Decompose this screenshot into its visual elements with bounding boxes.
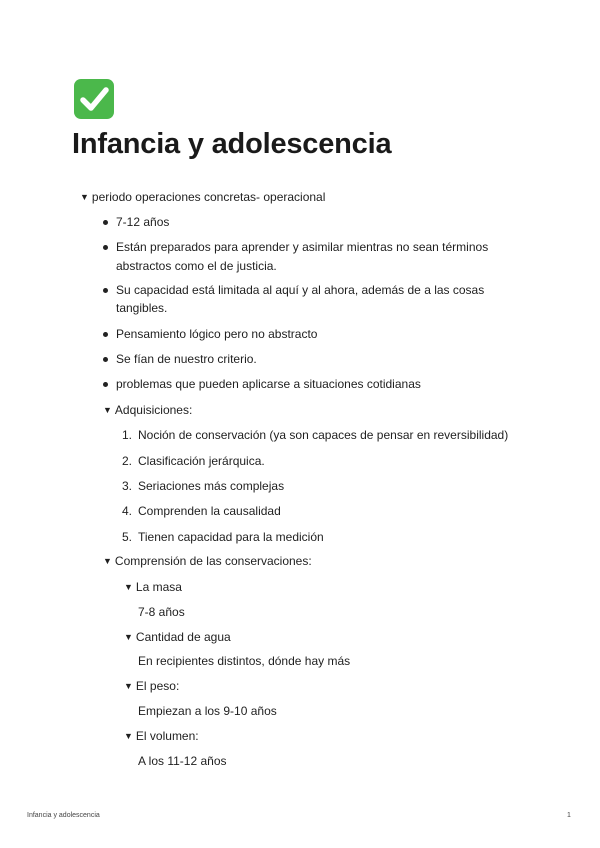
toggle-label: La masa xyxy=(135,580,182,594)
toggle-label: Comprensión de las conservaciones: xyxy=(114,554,312,568)
footer-title: Infancia y adolescencia xyxy=(27,812,100,819)
triangle-down-icon[interactable]: ▼ xyxy=(103,556,112,566)
list-item-continuation: abstractos como el de justicia. xyxy=(116,259,277,273)
bullet-icon xyxy=(103,332,108,337)
toggle-detail: A los 11-12 años xyxy=(138,754,227,768)
bullet-icon xyxy=(103,382,108,387)
toggle-conservaciones[interactable] xyxy=(103,552,312,570)
list-number: 2. xyxy=(121,454,132,468)
toggle-periodo[interactable] xyxy=(80,188,325,206)
toggle-cantidad-agua[interactable] xyxy=(124,628,231,646)
bullet-icon xyxy=(103,357,108,362)
list-item-continuation: tangibles. xyxy=(116,301,168,315)
bullet-icon xyxy=(103,245,108,250)
toggle-el-peso[interactable] xyxy=(124,677,179,695)
list-item: Se fían de nuestro criterio. xyxy=(116,352,257,366)
toggle-label: periodo operaciones concretas- operacional xyxy=(91,190,326,204)
check-mark-button-icon xyxy=(74,79,114,119)
list-number: 3. xyxy=(121,479,132,493)
list-item: Están preparados para aprender y asimilar mientras no sean términos xyxy=(116,240,489,254)
page-number: 1 xyxy=(567,812,571,819)
toggle-label: El peso: xyxy=(135,679,180,693)
list-item: 7-12 años xyxy=(116,215,170,229)
triangle-down-icon[interactable]: ▼ xyxy=(124,681,133,691)
triangle-down-icon[interactable]: ▼ xyxy=(80,192,89,202)
numbered-item: Seriaciones más complejas xyxy=(138,479,285,493)
toggle-el-volumen[interactable] xyxy=(124,727,199,745)
numbered-item: Noción de conservación (ya son capaces de pensar en reversibilidad) xyxy=(138,428,509,442)
triangle-down-icon[interactable]: ▼ xyxy=(103,405,112,415)
list-item: Pensamiento lógico pero no abstracto xyxy=(116,327,318,341)
bullet-icon xyxy=(103,288,108,293)
toggle-detail: En recipientes distintos, dónde hay más xyxy=(138,654,351,668)
toggle-la-masa[interactable] xyxy=(124,578,182,596)
list-number: 1. xyxy=(121,428,132,442)
toggle-adquisiciones[interactable] xyxy=(103,401,192,419)
numbered-item: Comprenden la causalidad xyxy=(138,504,281,518)
numbered-item: Tienen capacidad para la medición xyxy=(138,530,324,544)
toggle-label: Adquisiciones: xyxy=(114,403,193,417)
toggle-detail: Empiezan a los 9-10 años xyxy=(138,704,277,718)
toggle-detail: 7-8 años xyxy=(138,605,185,619)
triangle-down-icon[interactable]: ▼ xyxy=(124,632,133,642)
numbered-item: Clasificación jerárquica. xyxy=(138,454,265,468)
triangle-down-icon[interactable]: ▼ xyxy=(124,582,133,592)
list-number: 5. xyxy=(121,530,132,544)
list-number: 4. xyxy=(121,504,132,518)
triangle-down-icon[interactable]: ▼ xyxy=(124,731,133,741)
list-item: problemas que pueden aplicarse a situaciones cotidianas xyxy=(116,377,421,391)
toggle-label: El volumen: xyxy=(135,729,199,743)
toggle-label: Cantidad de agua xyxy=(135,630,231,644)
bullet-icon xyxy=(103,220,108,225)
page-title: Infancia y adolescencia xyxy=(72,128,392,160)
list-item: Su capacidad está limitada al aquí y al ahora, además de a las cosas xyxy=(116,283,485,297)
